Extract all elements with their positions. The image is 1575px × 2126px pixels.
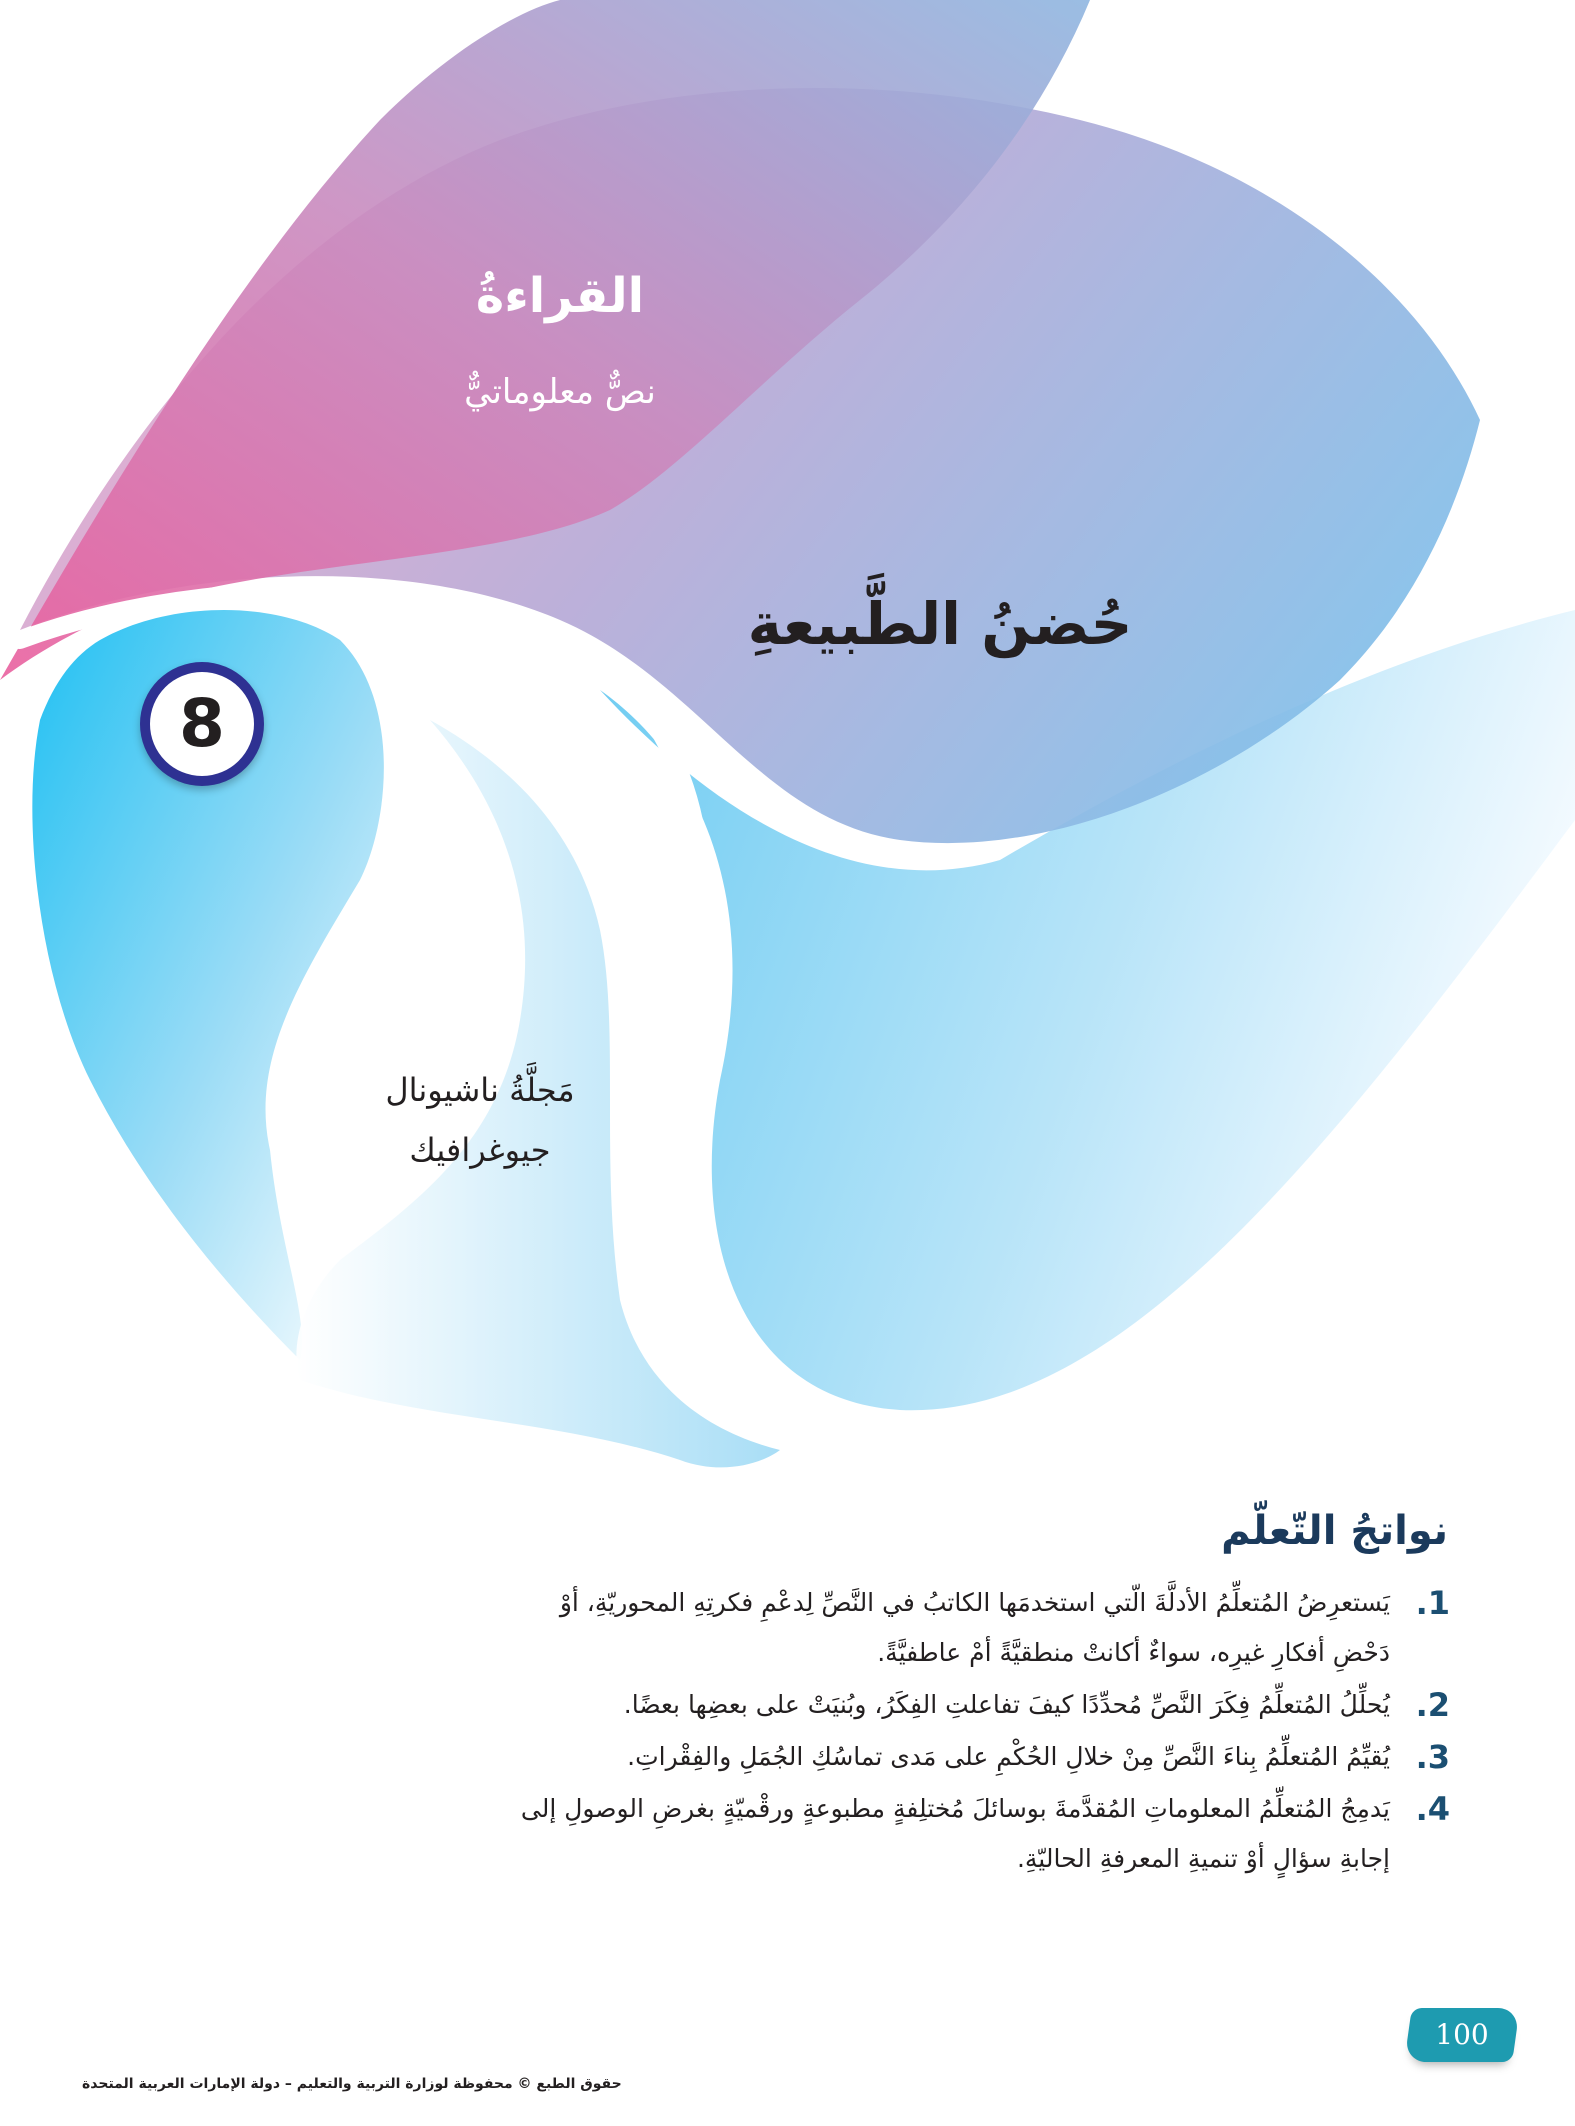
outcome-text: يَستعرِضُ المُتعلِّمُ الأدلَّةَ الّتي استخدمَها الكاتبُ في النَّصِّ لِدعْمِ فكرتِهِ المحوريّةِ، أوْ دَحْضِ أفكارِ غيرِه، سواءٌ أكانتْ منطقيَّةً أمْ عاطفيَّةً. <box>559 1588 1390 1667</box>
learning-outcomes-heading: نواتجُ التّعلّم <box>1221 1508 1448 1554</box>
source-line-1: مَجلَّةُ ناشيونال <box>385 1071 575 1109</box>
outcome-number: 1. <box>1415 1584 1450 1622</box>
section-title: القراءةُ <box>475 268 645 324</box>
outcome-item <box>510 1680 1450 1730</box>
outcome-item <box>510 1732 1450 1782</box>
outcome-number: 4. <box>1415 1790 1450 1828</box>
source-line-2: جيوغرافيك <box>409 1131 551 1169</box>
unit-number: 8 <box>150 672 254 776</box>
learning-outcomes-list <box>510 1578 1450 1886</box>
outcome-number: 2. <box>1415 1686 1450 1724</box>
copyright-notice: حقوق الطبع © محفوظة لوزارة التربية والتعليم – دولة الإمارات العربية المتحدة <box>82 2076 622 2092</box>
unit-number-badge <box>140 662 264 786</box>
page-number: 100 <box>1435 2018 1489 2051</box>
text-source <box>330 1060 630 1180</box>
outcome-item <box>510 1784 1450 1884</box>
unit-title: حُضنُ الطَّبيعةِ <box>747 590 1133 658</box>
outcome-number: 3. <box>1415 1738 1450 1776</box>
outcome-text: يَدمِجُ المُتعلِّمُ المعلوماتِ المُقدَّمةَ بوسائلَ مُختلِفةٍ مطبوعةٍ ورقْميّةٍ بغرضِ الوصولِ إلى إجابةِ سؤالٍ أوْ تنميةِ المعرفةِ الحاليّةِ. <box>520 1794 1390 1873</box>
outcome-item <box>510 1578 1450 1678</box>
outcome-text: يُقيِّمُ المُتعلِّمُ بِناءَ النَّصِّ مِنْ خلالِ الحُكْمِ على مَدى تماسُكِ الجُمَلِ والفِقْراتِ. <box>627 1742 1390 1771</box>
section-subtitle: نصٌّ معلوماتيٌّ <box>464 372 656 412</box>
outcome-text: يُحلِّلُ المُتعلِّمُ فِكَرَ النَّصِّ مُحدِّدًا كيفَ تفاعلتِ الفِكَرُ، وبُنيَتْ على بعضِها بعضًا. <box>623 1690 1390 1719</box>
